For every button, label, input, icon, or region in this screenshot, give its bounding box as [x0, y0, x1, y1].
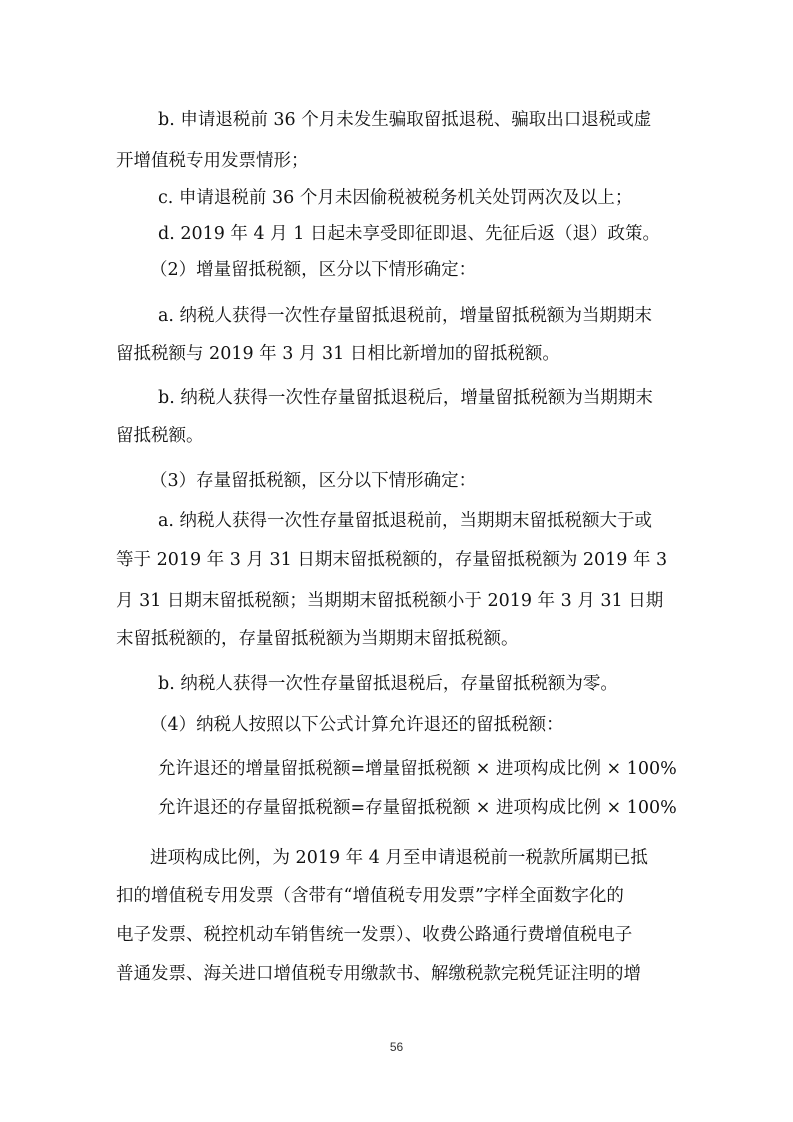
text-line: c. 申请退税前 36 个月未因偷税被税务机关处罚两次及以上；	[158, 188, 633, 208]
section-heading: （2）增量留抵税额，区分以下情形确定：	[150, 260, 477, 280]
text-line: 进项构成比例，为 2019 年 4 月至申请退税前一税款所属期已抵	[150, 848, 648, 868]
text-line: b. 纳税人获得一次性存量留抵退税后，增量留抵税额为当期期末	[158, 388, 653, 408]
text-line: 开增值税专用发票情形；	[116, 151, 309, 171]
text-line: 留抵税额。	[116, 426, 204, 446]
text-line: 留抵税额与 2019 年 3 月 31 日相比新增加的留抵税额。	[116, 344, 560, 364]
text-line: b. 申请退税前 36 个月未发生骗取留抵退税、骗取出口退税或虚	[158, 110, 652, 130]
text-line: a. 纳税人获得一次性存量留抵退税前，增量留抵税额为当期期末	[158, 306, 653, 326]
text-line: 扣的增值税专用发票（含带有“增值税专用发票”字样全面数字化的	[116, 886, 624, 906]
text-line: 普通发票、海关进口增值税专用缴款书、解缴税款完税凭证注明的增	[116, 964, 641, 984]
text-line: 等于 2019 年 3 月 31 日期末留抵税额的，存量留抵税额为 2019 年 3	[116, 550, 668, 570]
section-heading: （3）存量留抵税额，区分以下情形确定：	[150, 471, 477, 491]
section-heading: （4）纳税人按照以下公式计算允许退还的留抵税额：	[150, 715, 564, 735]
text-line: b. 纳税人获得一次性存量留抵退税后，存量留抵税额为零。	[158, 674, 618, 694]
text-line: a. 纳税人获得一次性存量留抵退税前，当期期末留抵税额大于或	[158, 511, 653, 531]
text-line: 月 31 日期末留抵税额；当期期末留抵税额小于 2019 年 3 月 31 日期	[116, 591, 664, 611]
text-line: d. 2019 年 4 月 1 日起未享受即征即退、先征后返（退）政策。	[158, 224, 660, 244]
page-number: 56	[389, 1040, 404, 1054]
formula-line: 允许退还的增量留抵税额=增量留抵税额 × 进项构成比例 × 100%	[158, 759, 677, 779]
text-line: 电子发票、税控机动车销售统一发票）、收费公路通行费增值税电子	[116, 925, 633, 945]
text-line: 末留抵税额的，存量留抵税额为当期期末留抵税额。	[116, 629, 519, 649]
formula-line: 允许退还的存量留抵税额=存量留抵税额 × 进项构成比例 × 100%	[158, 798, 677, 818]
